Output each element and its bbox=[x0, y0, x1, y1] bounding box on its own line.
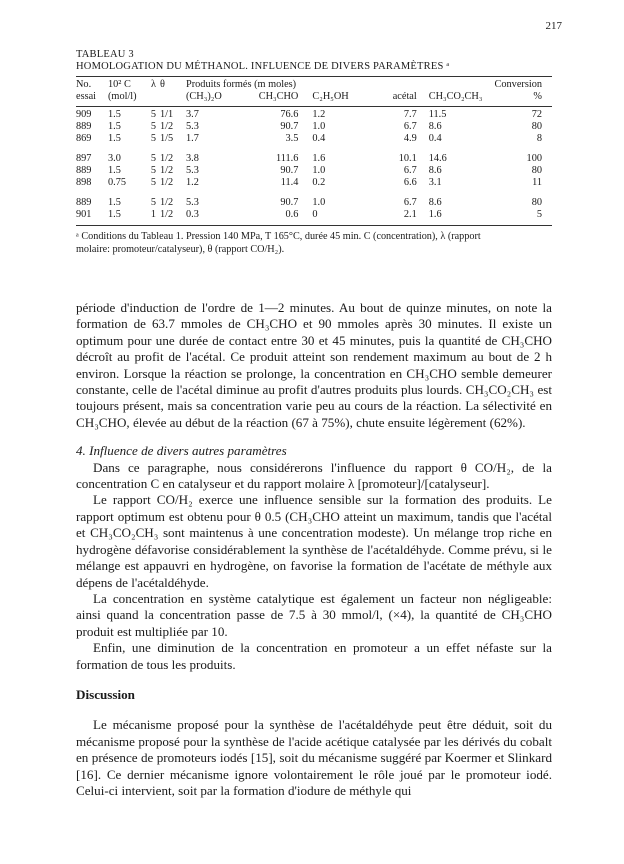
table-cell: 5 bbox=[150, 165, 156, 176]
table-cell: 6.6 bbox=[403, 177, 417, 188]
table-cell: 3.7 bbox=[186, 107, 245, 122]
table-cell: 1 bbox=[142, 209, 160, 226]
table-cell: 90.7 bbox=[280, 121, 299, 132]
paragraph-induction: période d'induction de l'ordre de 1—2 minutes. Au bout de quinze minutes, on note la formation de 63.7 mmoles de CH₃CHO et 90 mmoles après 30 minutes. Il existe un optimum pour une durée de contact entre 30 et 45 minutes, puis la quantité de CH₃CHO décroît au profit de l'acétal. Ce produit atteint son rendement maximum au bout de 2 h environ. Lorsque la réaction se prolonge, la concentration en CH₃CHO semble demeurer constante, celle de l'acétal diminue au profit d'autres produits plus lourds. CH₃CO₂CH₃ est toujours présent, mais sa concentration varie peu au cours de la réaction. La sélectivité en CH₃CHO, élevée au début de la réaction (67 à 75%), chute ensuite légèrement (62%). bbox=[76, 300, 552, 430]
table-footnote-line-2: molaire: promoteur/catalyseur), θ (rapport CO/H₂). bbox=[76, 244, 285, 255]
table-cell: 5 bbox=[150, 177, 156, 188]
table-cell: 5.3 bbox=[186, 165, 199, 176]
table-cell: 10.1 bbox=[398, 153, 417, 164]
header-essai: essai bbox=[76, 91, 97, 102]
table-cell: 1/2 bbox=[160, 121, 174, 132]
table-cell: 0 bbox=[304, 209, 363, 226]
table-cell: 1.2 bbox=[304, 107, 363, 122]
table-cell: 7.7 bbox=[364, 107, 423, 122]
table-cell: 1/2 bbox=[160, 209, 186, 226]
table-cell: 3.0 bbox=[108, 153, 121, 164]
table-row bbox=[76, 107, 552, 122]
paragraph-mechanism: Le mécanisme proposé pour la synthèse de l'acétaldéhyde peut être déduit, soit du mécanisme proposé pour la synthèse de l'acide acétique catalysée par les dérivés du cobalt en présence de promoteurs iodés [15], soit du mécanisme suggéré par Koermer et Slinkard [16]. Ce dernier mécanisme ignore volontairement le rôle joué par le promoteur iodé. Celui-ci intervient, soit par la formation d'iodure de méthyle qui bbox=[76, 717, 552, 798]
table-cell: 5.3 bbox=[186, 121, 199, 132]
header-product-methyl-acetate: CH₃CO₂CH₃ bbox=[423, 91, 482, 107]
table-cell: 5.3 bbox=[186, 197, 199, 208]
table-cell: 11.4 bbox=[280, 177, 299, 188]
table-caption-label: TABLEAU 3 bbox=[76, 49, 134, 60]
table-cell: 3.8 bbox=[186, 153, 199, 164]
header-products: Produits formés (m moles) bbox=[186, 77, 482, 92]
table-cell: 909 bbox=[76, 107, 108, 122]
table-cell: 6.7 bbox=[403, 165, 417, 176]
header-conversion-unit: % bbox=[533, 91, 542, 102]
table-cell: 90.7 bbox=[280, 165, 299, 176]
discussion-heading: Discussion bbox=[76, 686, 135, 702]
table-cell: 0.75 bbox=[108, 177, 127, 188]
table-cell: 869 bbox=[76, 133, 92, 144]
table-row bbox=[76, 121, 552, 133]
table-cell: 1.5 bbox=[108, 209, 142, 226]
table-cell: 3.1 bbox=[428, 177, 442, 188]
page-number: 217 bbox=[545, 20, 562, 32]
table-cell: 0.2 bbox=[312, 177, 326, 188]
table-cell: 80 bbox=[531, 165, 542, 176]
table-cell: 90.7 bbox=[280, 197, 299, 208]
table-cell: 0.4 bbox=[312, 133, 326, 144]
table-3 bbox=[76, 49, 552, 256]
table-row bbox=[76, 133, 552, 145]
header-product-acetal: acétal bbox=[364, 91, 423, 107]
table-cell: 3.5 bbox=[285, 133, 299, 144]
table-cell: 901 bbox=[76, 209, 108, 226]
header-conversion: Conversion bbox=[482, 77, 552, 92]
table-cell: 111.6 bbox=[275, 153, 299, 164]
paragraph-co-h2-ratio: Le rapport CO/H₂ exerce une influence sensible sur la formation des produits. Le rapport optimum est obtenu pour θ 0.5 (CH₃CHO atteint un maximum, tandis que l'acétal et CH₃CO₂CH₃ sont maintenus à une concentration modeste). Un mélange trop riche en hydrogène défavorise considérablement la synthèse de l'acétaldéhyde. Comme prévu, si le mélange est appauvri en hydrogène, on favorise la formation de l'acétate de méthyle aux dépens de l'acétaldéhyde. bbox=[76, 492, 552, 590]
table-cell: 100 bbox=[526, 153, 542, 164]
table-cell: 0.4 bbox=[428, 133, 442, 144]
table-cell: 889 bbox=[76, 165, 92, 176]
table-header-row bbox=[76, 77, 552, 92]
table-cell: 1/2 bbox=[160, 153, 174, 164]
table-cell: 5 bbox=[142, 107, 160, 122]
paragraph-promoter: Enfin, une diminution de la concentration en promoteur a un effet néfaste sur la formation de tous les produits. bbox=[76, 640, 552, 672]
table-cell: 897 bbox=[76, 153, 92, 164]
table-cell: 1.0 bbox=[312, 121, 326, 132]
table-cell: 1.6 bbox=[423, 209, 482, 226]
table-cell: 889 bbox=[76, 197, 92, 208]
table-cell: 889 bbox=[76, 121, 92, 132]
table-cell: 0.6 bbox=[245, 209, 304, 226]
table-header-row-2 bbox=[76, 91, 552, 107]
table-cell: 5 bbox=[150, 153, 156, 164]
table-cell: 8.6 bbox=[428, 121, 442, 132]
body-text bbox=[76, 300, 552, 799]
header-product-acetaldehyde: CH₃CHO bbox=[245, 91, 304, 107]
table-cell: 1.7 bbox=[186, 133, 199, 144]
table-cell: 72 bbox=[482, 107, 552, 122]
table-cell: 80 bbox=[531, 197, 542, 208]
table-cell: 1.2 bbox=[186, 177, 199, 188]
data-table bbox=[76, 76, 552, 226]
table-row bbox=[76, 145, 552, 165]
table-cell: 1.5 bbox=[108, 121, 121, 132]
table-cell: 5 bbox=[150, 197, 156, 208]
header-concentration-unit: (mol/l) bbox=[108, 91, 137, 102]
table-cell: 5 bbox=[150, 121, 156, 132]
header-theta: θ bbox=[160, 77, 186, 92]
paragraph-parameters: Dans ce paragraphe, nous considérerons l'influence du rapport θ CO/H₂, de la concentration C en catalyseur et du rapport molaire λ [promoteur]/[catalyseur]. bbox=[76, 459, 552, 492]
table-cell: 1.6 bbox=[312, 153, 326, 164]
table-cell: 14.6 bbox=[428, 153, 447, 164]
header-product-ethanol: C₂H₅OH bbox=[304, 91, 363, 107]
table-cell: 1.0 bbox=[312, 165, 326, 176]
table-cell: 8 bbox=[536, 133, 542, 144]
table-cell: 2.1 bbox=[364, 209, 423, 226]
table-cell: 1/1 bbox=[160, 107, 186, 122]
table-cell: 11.5 bbox=[423, 107, 482, 122]
header-no: No. bbox=[76, 77, 108, 92]
table-cell: 0.3 bbox=[186, 209, 245, 226]
table-cell: 1/2 bbox=[160, 197, 174, 208]
table-cell: 1/2 bbox=[160, 177, 174, 188]
table-cell: 11 bbox=[532, 177, 542, 188]
table-cell: 80 bbox=[531, 121, 542, 132]
table-cell: 8.6 bbox=[428, 165, 442, 176]
table-cell: 5 bbox=[150, 133, 156, 144]
table-row bbox=[76, 177, 552, 189]
table-cell: 8.6 bbox=[428, 197, 442, 208]
table-cell: 1/5 bbox=[160, 133, 174, 144]
table-cell: 898 bbox=[76, 177, 92, 188]
paragraph-concentration: La concentration en système catalytique est également un facteur non négligeable: ainsi quand la concentration passe de 7.5 à 30 mmol/l, (×4), la quantité de CH₃CHO produit est multipliée par 10. bbox=[76, 590, 552, 639]
table-cell: 1.5 bbox=[108, 197, 121, 208]
table-cell: 6.7 bbox=[403, 121, 417, 132]
table-cell: 6.7 bbox=[403, 197, 417, 208]
table-row bbox=[76, 209, 552, 226]
header-concentration: 10² C bbox=[108, 77, 142, 92]
header-product-dme: (CH₃)₂O bbox=[186, 91, 245, 107]
table-footnote bbox=[76, 230, 552, 256]
table-row bbox=[76, 189, 552, 209]
table-cell: 1.5 bbox=[108, 165, 121, 176]
table-cell: 4.9 bbox=[403, 133, 417, 144]
table-cell: 1.5 bbox=[108, 107, 142, 122]
table-caption-title: HOMOLOGATION DU MÉTHANOL. INFLUENCE DE DIVERS PARAMÈTRES ᵃ bbox=[76, 61, 450, 72]
table-footnote-line-1: ᵃ Conditions du Tableau 1. Pression 140 MPa, T 165°C, durée 45 min. C (concentration), λ (rapport bbox=[76, 231, 481, 242]
header-lambda: λ bbox=[142, 77, 160, 92]
table-row bbox=[76, 165, 552, 177]
table-cell: 5 bbox=[482, 209, 552, 226]
table-cell: 76.6 bbox=[245, 107, 304, 122]
table-cell: 1/2 bbox=[160, 165, 174, 176]
section-4-heading: 4. Influence de divers autres paramètres bbox=[76, 443, 287, 459]
table-cell: 1.5 bbox=[108, 133, 121, 144]
table-cell: 1.0 bbox=[312, 197, 326, 208]
